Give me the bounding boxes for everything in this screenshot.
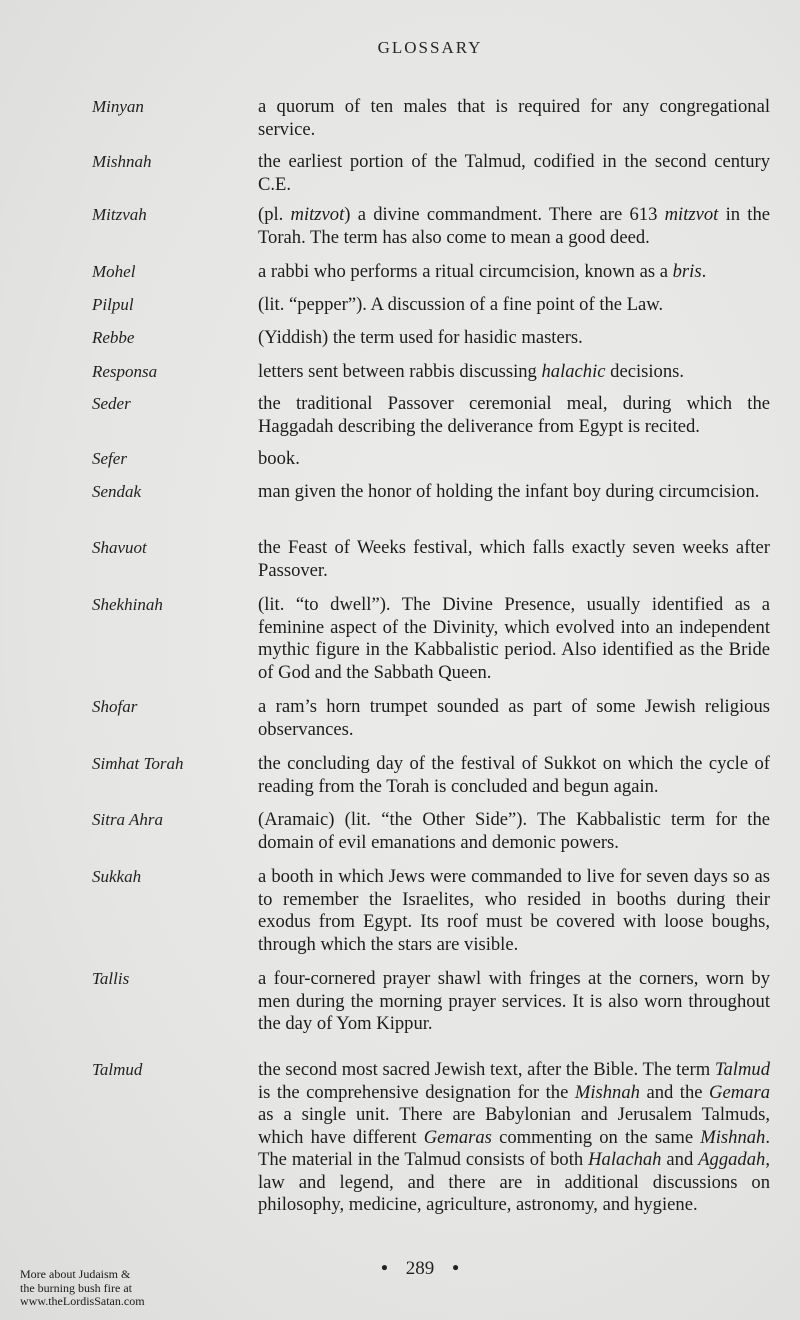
entry-definition: the earliest portion of the Talmud, codified in the second century C.E.: [258, 151, 770, 195]
entry-term: Responsa: [92, 362, 158, 381]
glossary-entry: [92, 968, 772, 1038]
glossary-entry: [92, 753, 772, 800]
glossary-list: [92, 96, 772, 1217]
entry-definition: a ram’s horn trumpet sounded as part of some Jewish religious observances.: [258, 696, 770, 740]
glossary-entry: [92, 448, 772, 472]
glossary-entry: [92, 327, 772, 351]
glossary-entry: [92, 96, 772, 143]
entry-term: Rebbe: [92, 328, 135, 347]
glossary-entry: [92, 294, 772, 318]
entry-term: Mishnah: [92, 152, 152, 171]
page-header: GLOSSARY: [377, 38, 483, 57]
watermark-credit: [20, 1268, 180, 1309]
glossary-entry: [92, 866, 772, 958]
entry-definition: the Feast of Weeks festival, which falls exactly seven weeks after Passover.: [258, 537, 770, 581]
glossary-entry: [92, 696, 772, 743]
entry-definition: the second most sacred Jewish text, after the Bible. The term Talmud is the comprehensive designation for the Mishnah and the Gemara as a single unit. There are Babylonian and Jerusalem Talmuds, which have different Gemaras commenting on the same Mishnah. The material in the Talmud consists of both Halachah and Aggadah, law and legend, and there are in additional discussions on philosophy, medicine, agriculture, astronomy, and hygiene.: [258, 1059, 770, 1215]
entry-definition: letters sent between rabbis discussing halachic decisions.: [258, 361, 685, 382]
entry-definition: (Yiddish) the term used for hasidic masters.: [258, 327, 583, 348]
credit-line: the burning bush fire at: [20, 1280, 132, 1295]
entry-term: Sitra Ahra: [92, 810, 164, 829]
page-number: 289: [405, 1258, 435, 1279]
credit-link[interactable]: www.theLordisSatan.com: [20, 1294, 145, 1309]
entry-term: Mohel: [92, 262, 136, 281]
glossary-entry: [92, 361, 772, 385]
glossary-entry: [92, 204, 772, 251]
bullet-icon: •: [452, 1258, 459, 1279]
bullet-icon: •: [381, 1258, 388, 1279]
entry-definition: a four-cornered prayer shawl with fringes at the corners, worn by men during the morning prayer services. It is also worn throughout the day of Yom Kippur.: [258, 968, 770, 1034]
entry-term: Minyan: [92, 97, 144, 116]
entry-term: Seder: [92, 394, 131, 413]
glossary-entry: [92, 594, 772, 686]
glossary-entry: [92, 261, 772, 285]
entry-definition: (Aramaic) (lit. “the Other Side”). The Kabbalistic term for the domain of evil emanations and demonic powers.: [258, 809, 770, 853]
entry-definition: book.: [258, 448, 300, 469]
entry-term: Talmud: [92, 1060, 143, 1079]
entry-definition: the concluding day of the festival of Sukkot on which the cycle of reading from the Torah is concluded and begun again.: [258, 753, 770, 797]
entry-term: Sefer: [92, 449, 127, 468]
glossary-entry: [92, 1059, 772, 1217]
entry-definition: (lit. “pepper”). A discussion of a fine point of the Law.: [258, 294, 664, 315]
entry-term: Sukkah: [92, 867, 142, 886]
glossary-entry: [92, 481, 772, 528]
entry-term: Shofar: [92, 697, 138, 716]
entry-definition: a rabbi who performs a ritual circumcision, known as a bris.: [258, 261, 707, 282]
entry-term: Tallis: [92, 969, 130, 988]
entry-definition: man given the honor of holding the infant boy during circumcision.: [258, 481, 760, 502]
entry-definition: a quorum of ten males that is required for any congregational service.: [258, 96, 770, 140]
glossary-entry: [92, 537, 772, 584]
credit-line: More about Judaism &: [20, 1267, 131, 1281]
entry-term: Simhat Torah: [92, 754, 184, 773]
entry-term: Shavuot: [92, 538, 147, 557]
entry-definition: (lit. “to dwell”). The Divine Presence, usually identified as a feminine aspect of the Divinity, which evolved into an independent mythic figure in the Kabbalistic period. Also identified as the Bride of God and the Sabbath Queen.: [258, 594, 770, 683]
glossary-entry: [92, 151, 772, 196]
glossary-entry: [92, 393, 772, 440]
entry-term: Pilpul: [92, 295, 134, 314]
entry-definition: a booth in which Jews were commanded to live for seven days so as to remember the Israelites, who resided in booths during their exodus from Egypt. Its roof must be covered with loose boughs, through which the stars are visible.: [258, 866, 770, 955]
entry-term: Sendak: [92, 482, 142, 501]
entry-term: Mitzvah: [92, 205, 147, 224]
entry-definition: the traditional Passover ceremonial meal, during which the Haggadah describing the deliverance from Egypt is recited.: [258, 393, 770, 437]
entry-term: Shekhinah: [92, 595, 163, 614]
entry-definition: (pl. mitzvot) a divine commandment. There are 613 mitzvot in the Torah. The term has also come to mean a good deed.: [258, 204, 771, 248]
glossary-entry: [92, 809, 772, 856]
